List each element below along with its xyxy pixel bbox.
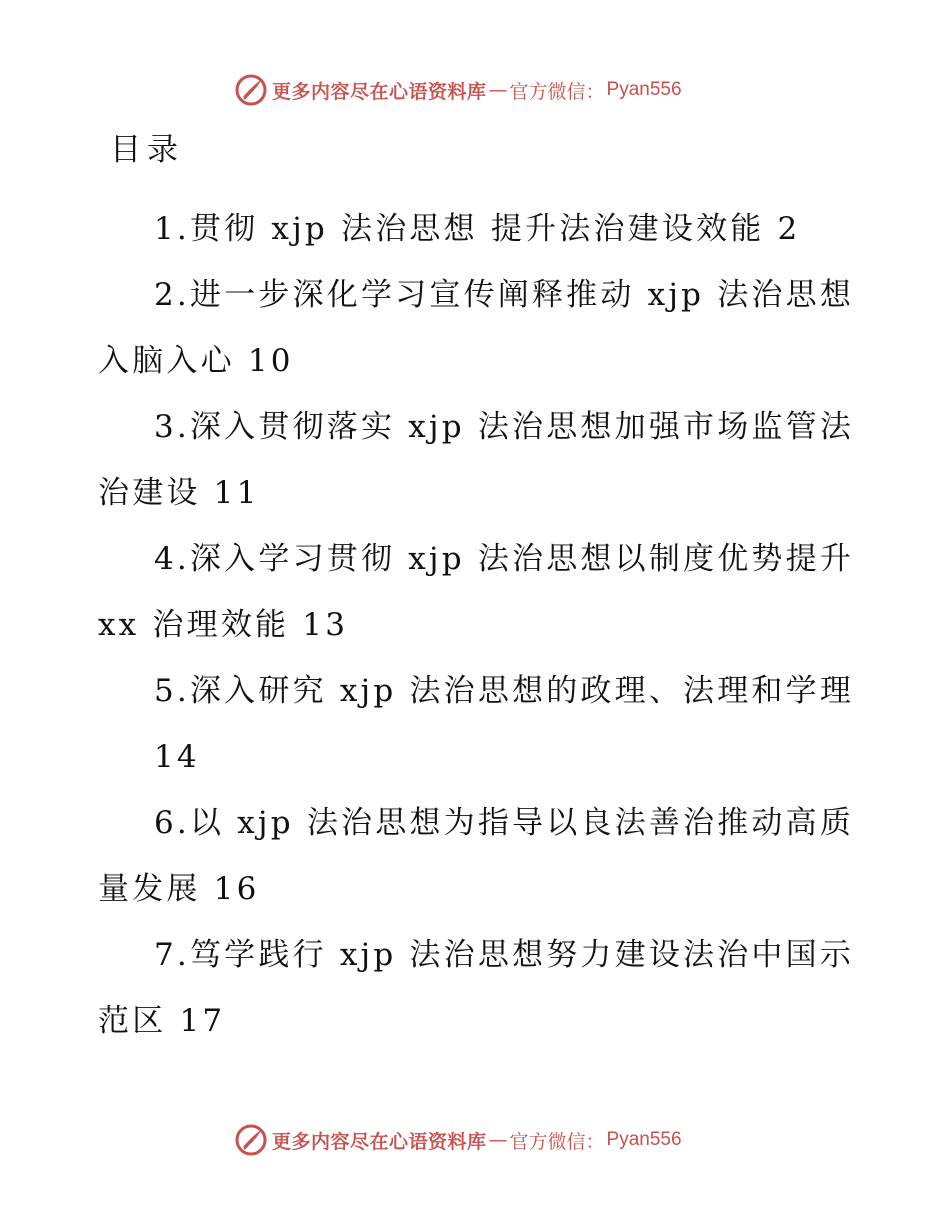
quill-seal-icon xyxy=(234,1123,268,1157)
header-watermark xyxy=(234,72,682,108)
toc-item-line: 2.进一步深化学习宣传阐释推动 xjp 法治思想 xyxy=(154,277,855,313)
toc-title: 目录 xyxy=(110,132,184,168)
watermark-account: Pyan556 xyxy=(606,79,682,100)
toc-item-continuation: 治建设 11 xyxy=(98,475,260,511)
toc-item[interactable] xyxy=(98,790,855,922)
toc-item-continuation: 范区 17 xyxy=(98,1003,226,1039)
toc-item-continuation: 14 xyxy=(154,739,200,775)
toc-item-continuation: 量发展 16 xyxy=(98,871,260,907)
toc-item-line: 7.笃学践行 xjp 法治思想努力建设法治中国示 xyxy=(154,937,855,973)
footer-watermark xyxy=(234,1122,682,1158)
toc-item[interactable] xyxy=(98,922,855,1054)
toc-item[interactable] xyxy=(98,196,838,262)
table-of-contents xyxy=(98,196,855,1054)
toc-item[interactable] xyxy=(98,262,855,394)
toc-item-line: 6.以 xjp 法治思想为指导以良法善治推动高质 xyxy=(154,805,855,841)
toc-item-line: 5.深入研究 xjp 法治思想的政理、法理和学理 xyxy=(154,673,855,709)
toc-item-continuation: xx 治理效能 13 xyxy=(98,607,349,643)
watermark-account: Pyan556 xyxy=(606,1129,682,1150)
toc-item[interactable] xyxy=(98,526,855,658)
watermark-brand: 更多内容尽在心语资料库 xyxy=(272,80,487,103)
watermark-separator: — xyxy=(488,79,508,101)
watermark-brand: 更多内容尽在心语资料库 xyxy=(272,1130,487,1153)
toc-item[interactable] xyxy=(98,658,855,790)
toc-item-line: 1.贯彻 xjp 法治思想 提升法治建设效能 2 xyxy=(154,211,801,247)
watermark-separator: — xyxy=(488,1129,508,1151)
toc-item-continuation: 入脑入心 10 xyxy=(98,343,294,379)
quill-seal-icon xyxy=(234,73,268,107)
watermark-wechat-label: 官方微信： xyxy=(509,1130,605,1153)
toc-item[interactable] xyxy=(98,394,855,526)
toc-item-line: 4.深入学习贯彻 xjp 法治思想以制度优势提升 xyxy=(154,541,855,577)
watermark-wechat-label: 官方微信： xyxy=(509,80,605,103)
toc-item-line: 3.深入贯彻落实 xjp 法治思想加强市场监管法 xyxy=(154,409,855,445)
